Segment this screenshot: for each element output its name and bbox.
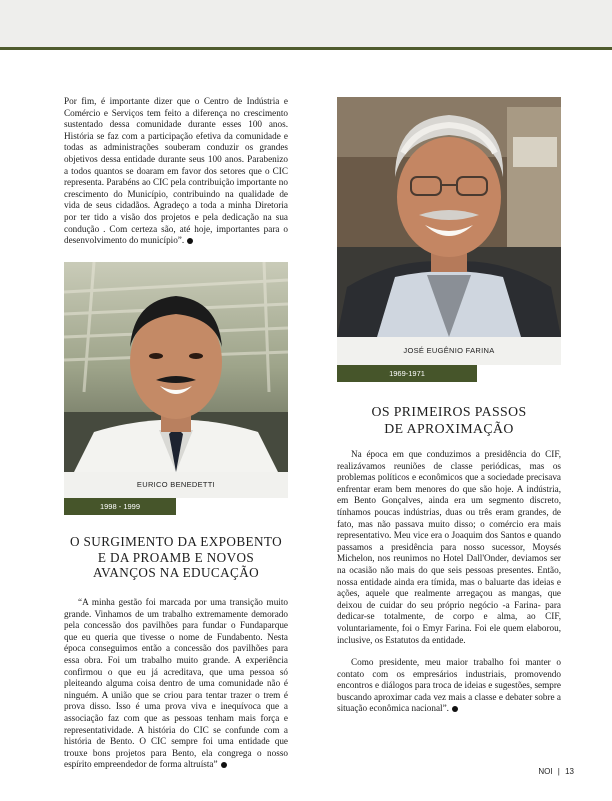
photo-caption-left [64,472,288,498]
heading-line-2: E DA PROAMB E NOVOS [97,549,255,565]
heading-line-1: O SURGIMENTO DA EXPOBENTO [69,534,283,549]
intro-paragraph [64,96,288,247]
intro-text: Por fim, é importante dizer que o Centro de Indústria e Comércio e Serviços tem feito a diferença no crescimento sustentado dessa comunidade durante esses 100 anos. História se faz com a participação efetiva da comunidade e todas as administrações souberam conduzir os grandes objetivos dessa entidade durante seus 100 anos. Parabenizo a todos quantos se doaram em favor dos setores que o CIC representa. Parabéns ao CIC pela contribuição importante no crescimento do Município, contribuindo na qualidade de vida de seus cidadãos. Agradeço a toda a minha Diretoria por ter tido a visão dos projetos e pela dedicação na sua condução . Com certeza são, até hoje, importantes para o desenvolvimento do município”. [64,96,288,246]
footer-separator: | [557,767,560,776]
heading-line-3: AVANÇOS NA EDUCAÇÃO [92,565,260,580]
photo-eurico-benedetti [64,262,288,472]
portrait-man-smiling [64,262,288,472]
paragraph-2: Como presidente, meu maior trabalho foi manter o contato com os empresários industriais, promovendo encontros e diálogos para troca de ideias e sugestões, sempre buscando aproximar cada vez mais a classe e debater sobre a situação econômica nacional”. [337,657,561,714]
top-accent-line [0,47,612,50]
end-bullet-icon [452,706,458,712]
years-label: 1969-1971 [389,369,425,378]
years-label: 1998 - 1999 [99,502,141,511]
caption-name: JOSÉ EUGÊNIO FARINA [403,346,495,355]
years-badge-left [64,498,176,515]
photo-caption-right [337,337,561,365]
paragraph-1: Na época em que conduzimos a presidência do CIF, realizávamos reuniões de classe periódicas, mas os problemas políticos e econômicos que a sociedade precisava enfrentar eram bem menores do que são hoje. A indústria, em Bento Gonçalves, ainda era um segmento discreto, tínhamos poucas indústrias, duas ou três eram grandes, de fato, mas não passava muito disso; o comércio era mais representativo. Meu vice era o Joaquim dos Santos e quando passamos a presidência para nosso sucessor, Moysés Michelon, nos reunimos no Hotel Dall'Onder, deviamos ser na ocasião não mais do que seis pessoas presentes. Então, nossa entidade ainda era tímida, mas o baluarte das ideias e ações, aquele que realmente arregaçou as mangas, que deixou de cuidar do seu próprio negócio -a Farina- para dedicar-se totalmente, de corpo e alma, ao CIF, voluntariamente, foi o Emyr Farina. Foi ele quem elaborou, inclusive, os Estatutos da entidade. [337,449,561,645]
portrait-older-man-glasses [337,97,561,337]
page-footer [538,767,574,776]
top-band [0,0,612,47]
end-bullet-icon [221,762,227,768]
page-number: 13 [565,767,574,776]
right-body-text [337,449,561,715]
years-badge-right [337,365,477,382]
quote-text: “A minha gestão foi marcada por uma transição muito grande. Vinhamos de um trabalho extremamente demorado pela concessão dos pavilhões para fundar o Fundaparque que eu queria que tivesse o nome de Fundabento. Nesta época conseguimos então a concessão dos pavilhões para essa obra. Foi um trabalho muito grande. A experiência confirmou o que eu já acreditava, que uma pessoa só pleiteando alguma coisa dentro de uma comunidade não é ninguém. A união que se criou para tentar trazer o trem é prova disso. Isso é uma prova viva e inequívoca que a associação faz com que as pessoas tenham mais força e representatividade. A história do CIC se confunde com a história de Bento. O CIC sempre foi uma entidade que trouxe bons projetos para Bento, ela congrega o nosso espírito empreendedor de forma altruísta” [64,597,288,770]
quote-paragraph [64,597,288,771]
heading-line-2: DE APROXIMAÇÃO [384,420,514,436]
section-heading-expobento [60,534,292,581]
caption-name: EURICO BENEDETTI [136,480,216,489]
photo-jose-eugenio-farina [337,97,561,337]
end-bullet-icon [187,238,193,244]
magazine-name: NOI [538,767,553,776]
section-heading-primeiros-passos [337,404,561,437]
heading-line-1: OS PRIMEIROS PASSOS [371,404,527,419]
